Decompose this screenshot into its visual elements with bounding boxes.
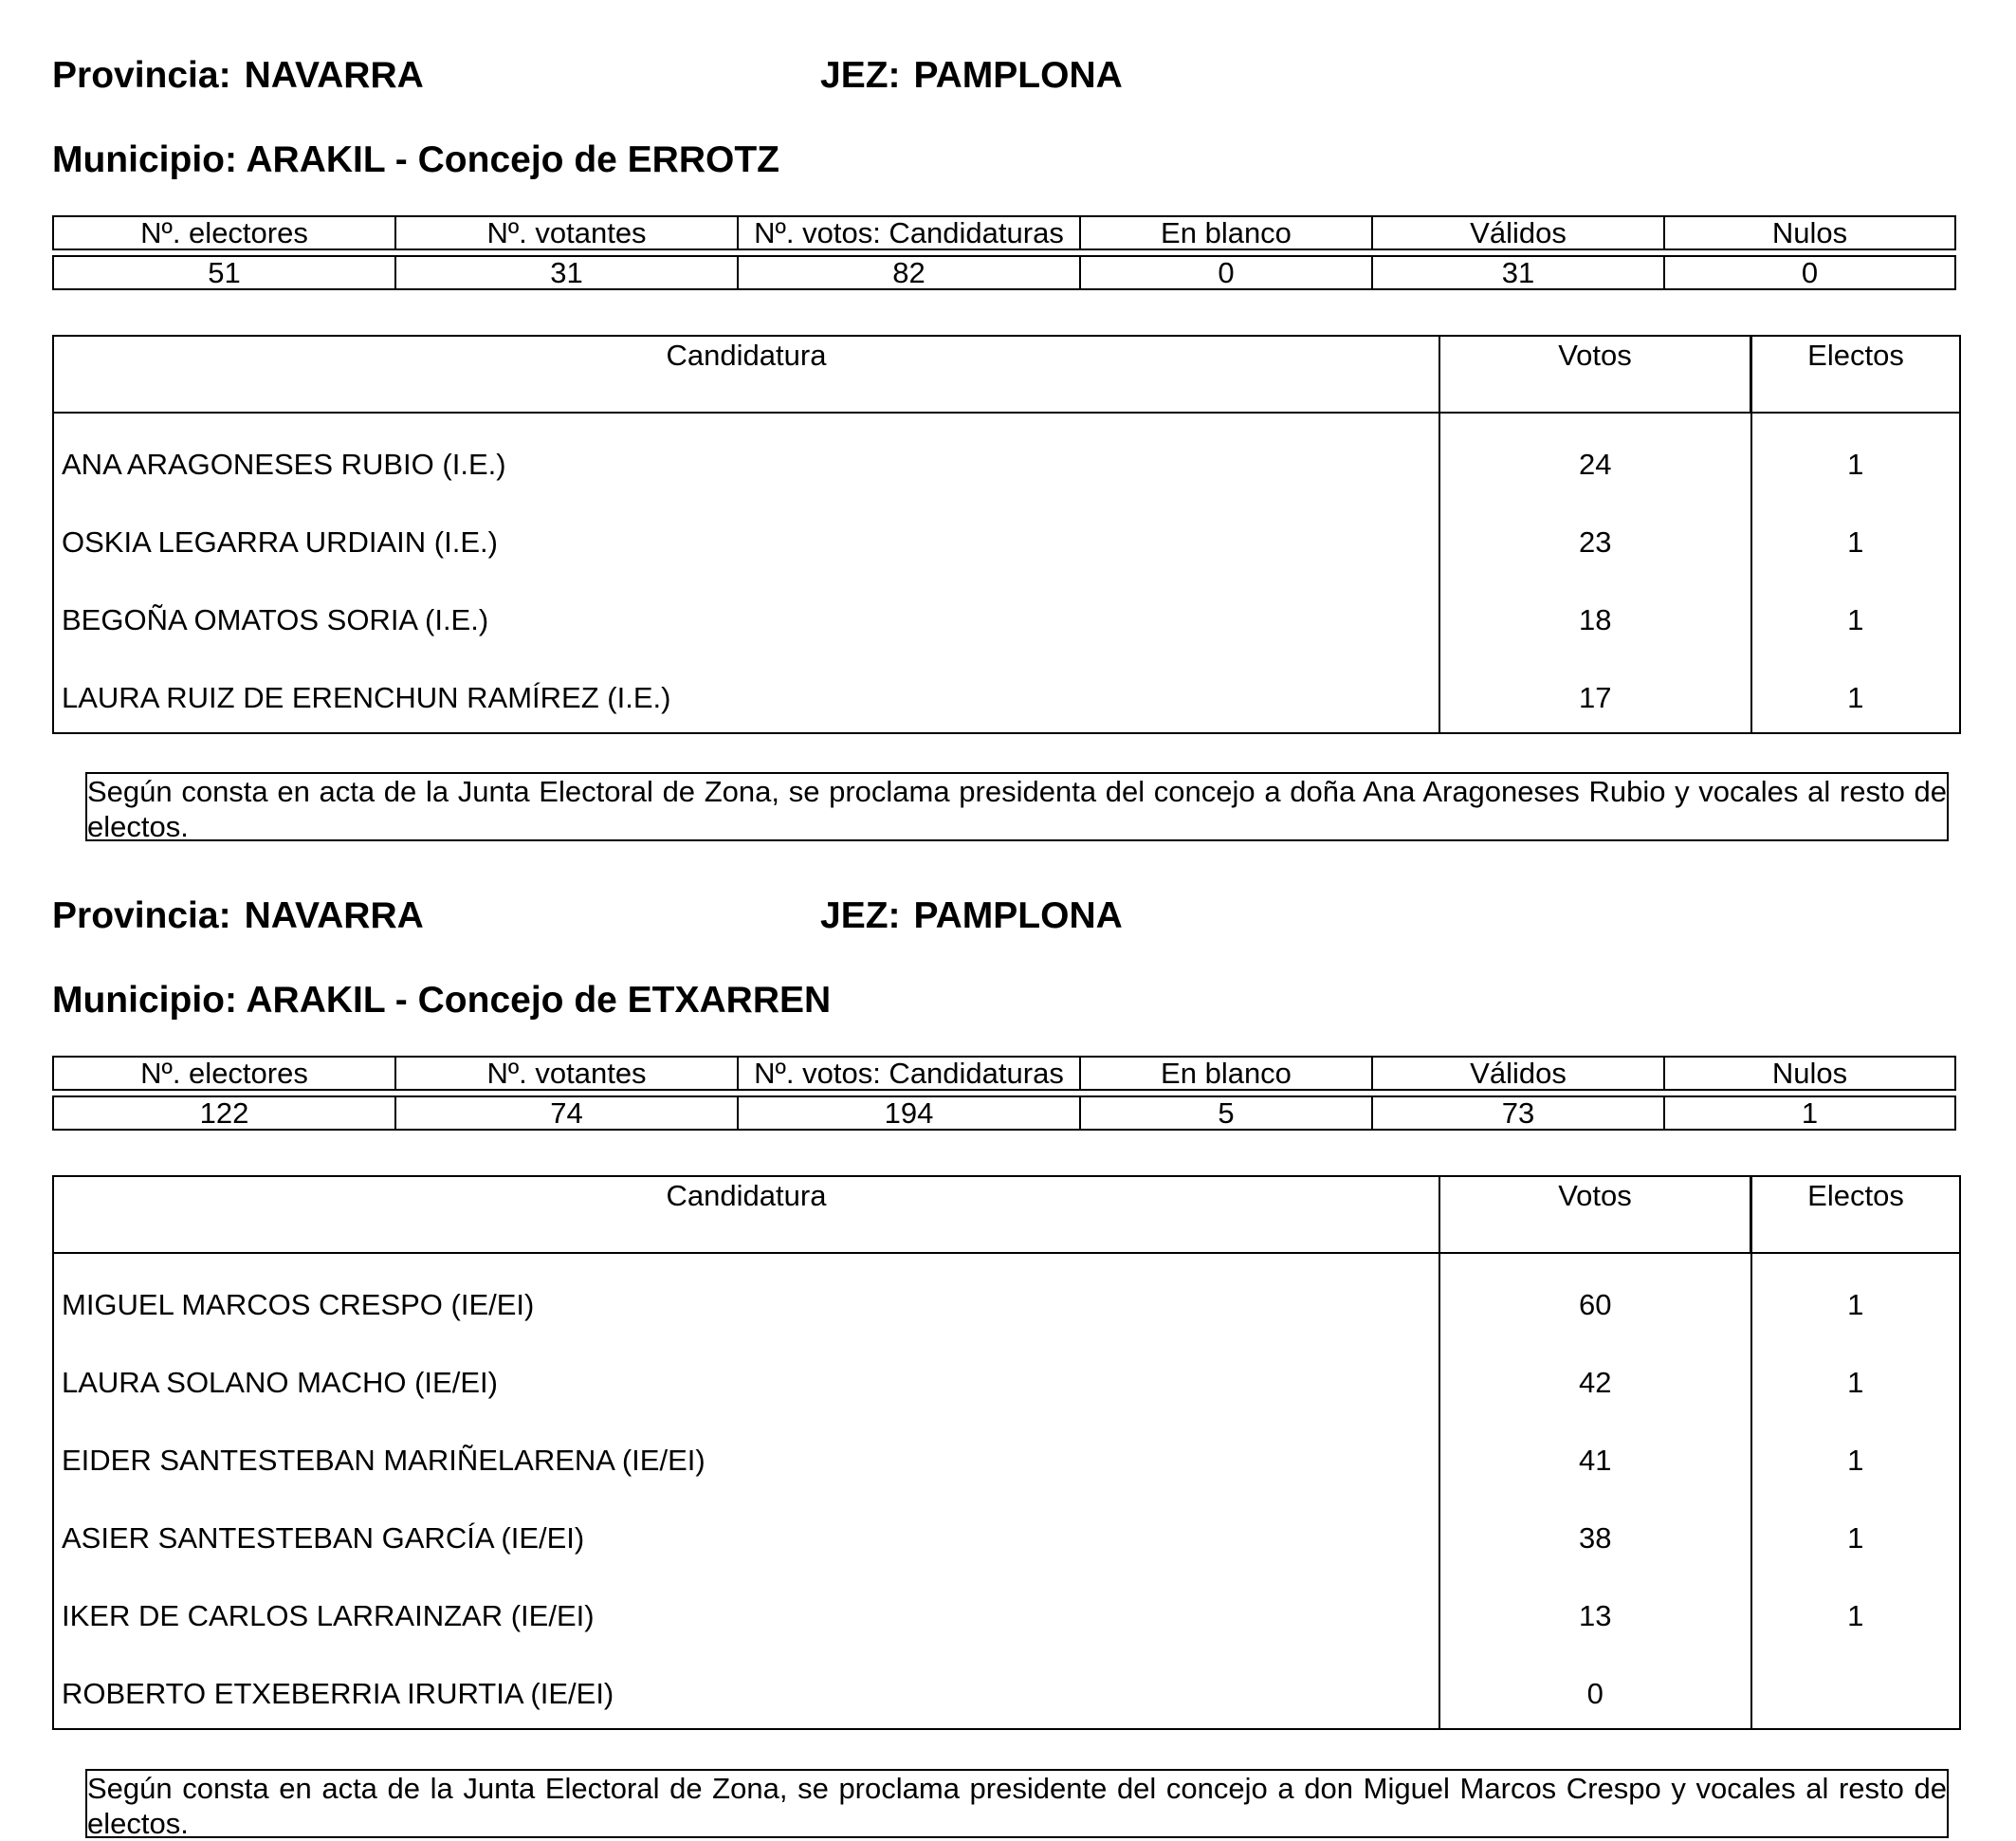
nulos-value: 0 xyxy=(1664,256,1955,289)
summary-stats-header xyxy=(52,1056,1956,1091)
electores-value: 51 xyxy=(53,256,395,289)
candidate-votes: 38 xyxy=(1579,1521,1612,1555)
candidate-electos: 1 xyxy=(1847,603,1864,636)
candidate-electos: 1 xyxy=(1847,681,1864,714)
en-blanco-header: En blanco xyxy=(1080,216,1372,249)
votantes-value: 31 xyxy=(395,256,738,289)
jez-value: PAMPLONA xyxy=(913,55,1123,96)
proclamation-note: Según consta en acta de la Junta Electoral de Zona, se proclama presidente del concejo a don Miguel Marcos Crespo y vocales al resto de electos. xyxy=(85,1769,1949,1838)
candidate-name: IKER DE CARLOS LARRAINZAR (IE/EI) xyxy=(62,1599,595,1632)
en-blanco-header: En blanco xyxy=(1080,1057,1372,1090)
candidate-name: LAURA SOLANO MACHO (IE/EI) xyxy=(62,1366,498,1399)
candidate-name: MIGUEL MARCOS CRESPO (IE/EI) xyxy=(62,1288,535,1321)
candidate-electos: 1 xyxy=(1847,448,1864,481)
en-blanco-value: 0 xyxy=(1080,256,1372,289)
candidate-electos: 1 xyxy=(1847,1599,1864,1632)
candidatura-header: Candidatura xyxy=(53,336,1439,413)
candidate-votes: 41 xyxy=(1579,1444,1612,1477)
electos-header: Electos xyxy=(1751,336,1961,413)
candidate-electos: 1 xyxy=(1847,525,1864,559)
candidate-votes: 60 xyxy=(1579,1288,1612,1321)
electores-header: Nº. electores xyxy=(53,1057,395,1090)
provincia-value: NAVARRA xyxy=(244,895,424,936)
candidatura-header: Candidatura xyxy=(53,1176,1439,1253)
candidate-name: ASIER SANTESTEBAN GARCÍA (IE/EI) xyxy=(62,1521,585,1555)
electores-value: 122 xyxy=(53,1096,395,1130)
table-row xyxy=(53,654,1960,733)
jez-heading xyxy=(820,897,1123,934)
candidate-electos: 1 xyxy=(1847,1366,1864,1399)
validos-header: Válidos xyxy=(1372,216,1664,249)
candidates-table xyxy=(52,1175,1961,1730)
municipio-value: ARAKIL - Concejo de ETXARREN xyxy=(246,980,832,1021)
municipio-heading xyxy=(52,982,831,1019)
table-row xyxy=(53,1573,1960,1650)
votos-candidaturas-header: Nº. votos: Candidaturas xyxy=(738,1057,1080,1090)
provincia-label: Provincia: xyxy=(52,895,231,936)
candidate-votes: 42 xyxy=(1579,1366,1612,1399)
candidate-votes: 13 xyxy=(1579,1599,1612,1632)
electos-header: Electos xyxy=(1751,1176,1961,1253)
provincia-label: Provincia: xyxy=(52,55,231,96)
electores-header: Nº. electores xyxy=(53,216,395,249)
votos-candidaturas-header: Nº. votos: Candidaturas xyxy=(738,216,1080,249)
candidate-name: ANA ARAGONESES RUBIO (I.E.) xyxy=(62,448,506,481)
validos-header: Válidos xyxy=(1372,1057,1664,1090)
table-row xyxy=(53,1650,1960,1729)
municipio-value: ARAKIL - Concejo de ERROTZ xyxy=(246,139,779,180)
nulos-header: Nulos xyxy=(1664,216,1955,249)
candidate-name: ROBERTO ETXEBERRIA IRURTIA (IE/EI) xyxy=(62,1677,614,1710)
candidate-electos: 1 xyxy=(1847,1521,1864,1555)
candidate-votes: 24 xyxy=(1579,448,1612,481)
candidate-votes: 18 xyxy=(1579,603,1612,636)
en-blanco-value: 5 xyxy=(1080,1096,1372,1130)
table-row xyxy=(53,577,1960,654)
candidate-name: OSKIA LEGARRA URDIAIN (I.E.) xyxy=(62,525,498,559)
jez-heading xyxy=(820,57,1123,94)
votos-candidaturas-value: 82 xyxy=(738,256,1080,289)
provincia-heading xyxy=(52,897,424,934)
table-row xyxy=(53,499,1960,577)
summary-stats-values xyxy=(52,255,1956,290)
jez-label: JEZ: xyxy=(820,55,901,96)
votantes-header: Nº. votantes xyxy=(395,216,738,249)
proclamation-note: Según consta en acta de la Junta Electoral de Zona, se proclama presidenta del concejo a doña Ana Aragoneses Rubio y vocales al resto de electos. xyxy=(85,772,1949,841)
candidate-votes: 17 xyxy=(1579,681,1612,714)
nulos-header: Nulos xyxy=(1664,1057,1955,1090)
table-row xyxy=(53,1253,1960,1339)
table-row xyxy=(53,1495,1960,1573)
candidate-electos xyxy=(1752,1713,1960,1728)
table-row xyxy=(53,1339,1960,1417)
provincia-value: NAVARRA xyxy=(244,55,424,96)
votos-header: Votos xyxy=(1439,336,1751,413)
municipio-label: Municipio: xyxy=(52,139,237,180)
summary-stats-values xyxy=(52,1095,1956,1131)
candidate-name: BEGOÑA OMATOS SORIA (I.E.) xyxy=(62,603,489,636)
jez-label: JEZ: xyxy=(820,895,901,936)
table-row xyxy=(53,413,1960,499)
candidate-electos: 1 xyxy=(1847,1288,1864,1321)
validos-value: 73 xyxy=(1372,1096,1664,1130)
municipio-heading xyxy=(52,141,779,178)
validos-value: 31 xyxy=(1372,256,1664,289)
nulos-value: 1 xyxy=(1664,1096,1955,1130)
candidate-electos: 1 xyxy=(1847,1444,1864,1477)
candidate-votes: 0 xyxy=(1586,1677,1604,1710)
jez-value: PAMPLONA xyxy=(913,895,1123,936)
candidate-votes: 23 xyxy=(1579,525,1612,559)
provincia-heading xyxy=(52,57,424,94)
table-row xyxy=(53,1417,1960,1495)
votantes-value: 74 xyxy=(395,1096,738,1130)
votos-candidaturas-value: 194 xyxy=(738,1096,1080,1130)
votos-header: Votos xyxy=(1439,1176,1751,1253)
candidates-table xyxy=(52,335,1961,734)
votantes-header: Nº. votantes xyxy=(395,1057,738,1090)
candidate-name: LAURA RUIZ DE ERENCHUN RAMÍREZ (I.E.) xyxy=(62,681,671,714)
summary-stats-header xyxy=(52,215,1956,250)
candidate-name: EIDER SANTESTEBAN MARIÑELARENA (IE/EI) xyxy=(62,1444,706,1477)
municipio-label: Municipio: xyxy=(52,980,237,1021)
